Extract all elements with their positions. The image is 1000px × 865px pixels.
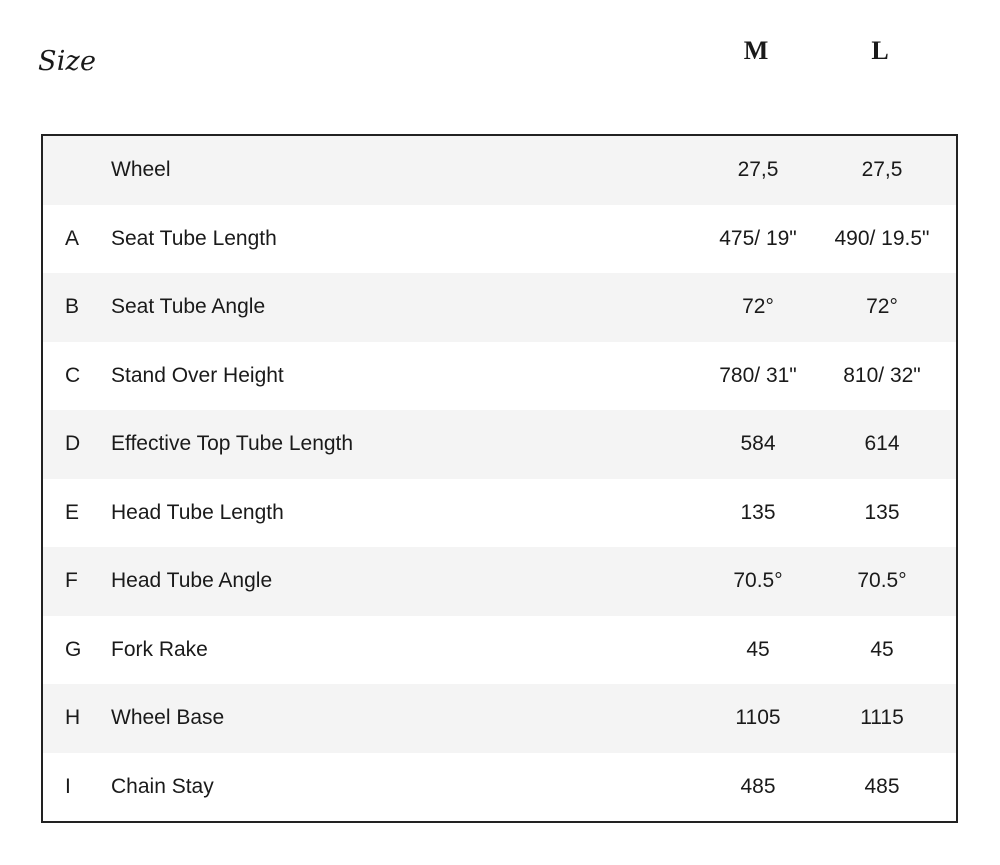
row-value-m: 1105 xyxy=(735,706,781,730)
row-value-m: 72° xyxy=(742,295,774,319)
table-row-seat-tube-angle xyxy=(43,273,956,342)
row-name: Wheel Base xyxy=(111,706,225,730)
row-value-m: 485 xyxy=(740,774,776,798)
row-name: Stand Over Height xyxy=(111,363,284,387)
table-row-effective-top-tube-length xyxy=(43,410,956,479)
row-value-l: 70.5° xyxy=(857,569,907,593)
row-letter: H xyxy=(65,706,81,730)
table-row-seat-tube-length xyxy=(43,205,956,274)
row-name: Seat Tube Length xyxy=(111,226,277,250)
row-letter: D xyxy=(65,432,81,456)
row-value-m: 584 xyxy=(740,432,776,456)
row-value-l: 45 xyxy=(870,637,894,661)
row-value-m: 780/ 31" xyxy=(719,363,797,387)
table-row-wheel-base xyxy=(43,684,956,753)
geometry-table xyxy=(41,134,958,823)
row-value-m: 45 xyxy=(746,637,770,661)
row-name: Seat Tube Angle xyxy=(111,295,266,319)
table-row-wheel xyxy=(43,136,956,205)
row-name: Chain Stay xyxy=(111,774,214,798)
row-value-l: 810/ 32" xyxy=(843,363,921,387)
table-row-head-tube-angle xyxy=(43,547,956,616)
row-name: Fork Rake xyxy=(111,637,208,661)
row-value-l: 485 xyxy=(864,774,900,798)
row-value-l: 27,5 xyxy=(861,158,903,182)
row-value-l: 135 xyxy=(864,500,900,524)
row-name: Wheel xyxy=(111,158,171,182)
row-value-m: 27,5 xyxy=(737,158,779,182)
size-label: Size xyxy=(38,46,97,77)
table-row-stand-over-height xyxy=(43,342,956,411)
row-letter: I xyxy=(65,774,71,798)
row-value-l: 614 xyxy=(864,432,900,456)
row-letter: F xyxy=(65,569,78,593)
row-value-l: 490/ 19.5" xyxy=(834,226,930,250)
row-name: Head Tube Length xyxy=(111,500,284,524)
size-column-l: L xyxy=(871,36,889,65)
table-row-fork-rake xyxy=(43,616,956,685)
row-letter: C xyxy=(65,363,81,387)
row-letter: G xyxy=(65,637,82,661)
row-value-m: 135 xyxy=(740,500,776,524)
row-value-l: 72° xyxy=(866,295,898,319)
table-row-head-tube-length xyxy=(43,479,956,548)
size-column-m: M xyxy=(743,36,769,65)
row-name: Head Tube Angle xyxy=(111,569,273,593)
row-value-l: 1115 xyxy=(860,706,904,730)
row-name: Effective Top Tube Length xyxy=(111,432,354,456)
row-letter: E xyxy=(65,500,80,524)
row-value-m: 475/ 19" xyxy=(719,226,797,250)
row-value-m: 70.5° xyxy=(733,569,783,593)
row-letter: A xyxy=(65,226,80,250)
size-header xyxy=(0,0,1000,120)
table-row-chain-stay xyxy=(43,753,956,822)
row-letter: B xyxy=(65,295,80,319)
